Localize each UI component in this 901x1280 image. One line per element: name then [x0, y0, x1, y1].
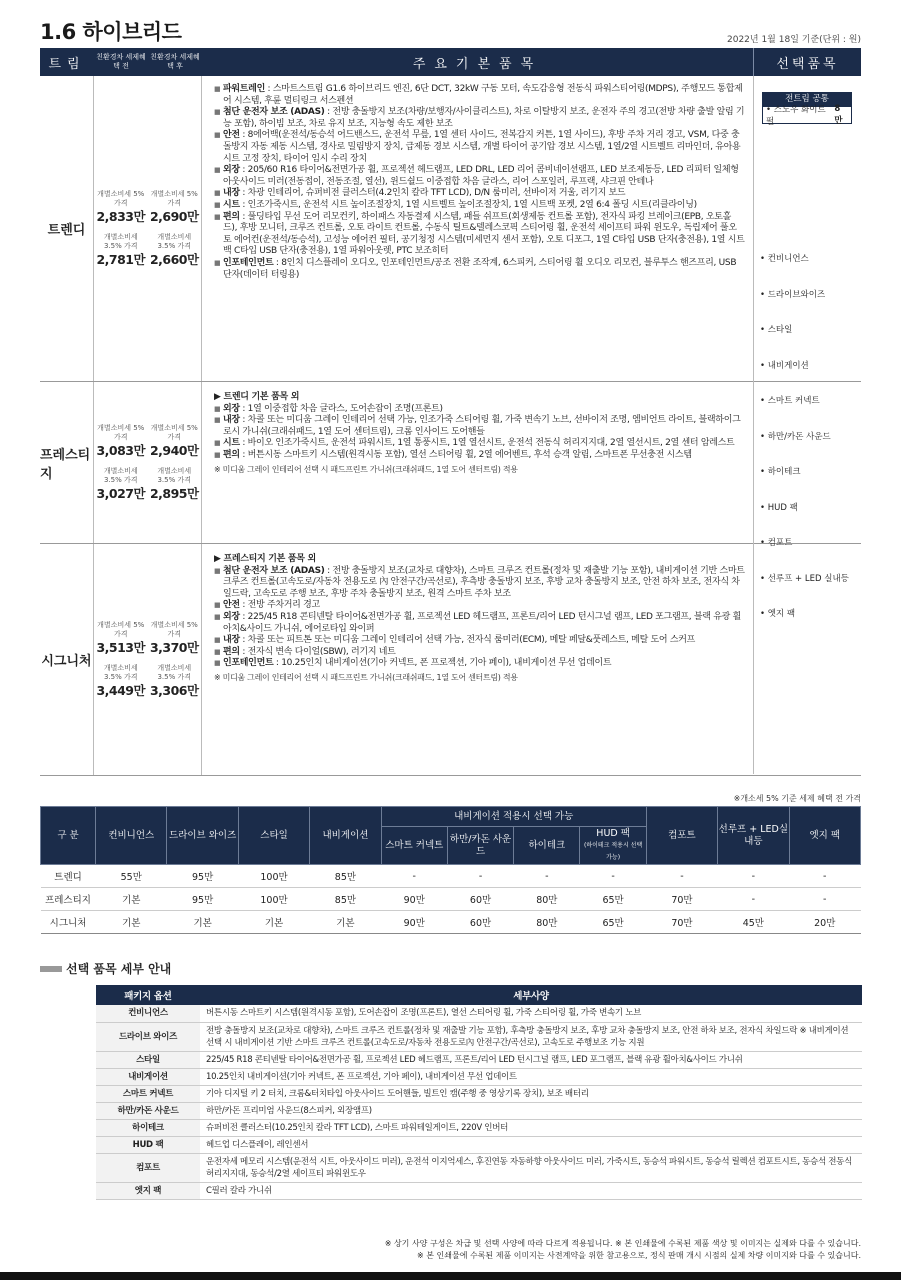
price-group: [94, 233, 201, 268]
detail-rows: [96, 1005, 862, 1199]
price-cell: -: [447, 865, 513, 888]
price-cell: 100만: [238, 865, 309, 888]
price-label: 개별소비세 3.5% 가격: [103, 663, 138, 681]
price-label: 개별소비세 5% 가격: [150, 189, 198, 207]
price-value: 3,306만: [149, 682, 199, 698]
basic-item-value: : 10.25인치 내비게이션(기아 커넥트, 폰 프로젝션, 기아 페이), 내비게이션 무선 업데이트: [273, 658, 612, 669]
price-row: [41, 911, 861, 934]
price-group: [94, 621, 201, 656]
items-note: ※ 미디움 그레이 인테리어 선택 시 패드프린트 가니쉬(크래쉬패드, 1열 도어 센터트림) 적용: [214, 464, 518, 474]
detail-row: [96, 1153, 862, 1182]
detail-row: [96, 1085, 862, 1102]
price-col: [148, 467, 202, 502]
detail-row: [96, 1051, 862, 1068]
basic-item-value: : 전방 주차거리 경고: [239, 600, 320, 611]
price-cell: 85만: [310, 888, 381, 911]
th-drivewise: 드라이브 와이즈: [167, 807, 238, 865]
basic-item-text: [223, 450, 692, 462]
option-item: • 내비게이션: [760, 360, 809, 371]
basic-item-key: 편의: [223, 211, 240, 222]
price-value: 3,449만: [96, 682, 146, 698]
bullet-square-icon: ■: [214, 212, 221, 221]
price-cell: 45만: [718, 911, 789, 934]
basic-item-key: 외장: [223, 403, 240, 414]
header-trim: 트림: [48, 56, 86, 72]
footnotes: [385, 1238, 861, 1262]
th-hud: [580, 827, 646, 865]
price-value: 3,083만: [96, 442, 146, 458]
detail-row: [96, 1022, 862, 1051]
price-cell: -: [789, 865, 860, 888]
th-hud-sub: (하이테크 적용시 선택 가능): [583, 841, 643, 861]
trim-prices: [94, 544, 202, 775]
price-cell: 기본: [167, 911, 238, 934]
basic-item-value: : 8인치 디스플레이 오디오, 인포테인먼트/공조 전환 조작계, 6스피커, 스티어링 휠 오디오 리모컨, 블루투스 핸즈프리, USB 단자(데이터 터링용): [223, 257, 737, 280]
price-cell: 기본: [310, 911, 381, 934]
basic-item-value: : 차광 인테리어, 슈퍼비전 클러스터(4.2인치 칼라 TFT LCD), D/N 룸미러, 선바이저 거울, 러기지 보드: [239, 188, 626, 199]
bullet-square-icon: ■: [214, 166, 221, 175]
footnote-1: ※ 상기 사양 구성은 차급 및 선택 사양에 따라 다르게 적용됩니다. ※ 본 인쇄물에 수록된 제품 색상 및 이미지는 실제와 다를 수 있습니다.: [384, 1239, 861, 1248]
option-item: • 엣지 팩: [760, 609, 796, 619]
basic-item-text: [223, 635, 695, 647]
basic-item-text: [223, 566, 745, 601]
options-column: [753, 76, 861, 774]
price-cell: -: [718, 888, 789, 911]
detail-package: 드라이브 와이즈: [96, 1022, 200, 1051]
price-cell: 85만: [310, 865, 381, 888]
price-label: 개별소비세 3.5% 가격: [157, 232, 192, 250]
detail-spec: 슈퍼비전 클러스터(10.25인치 칼라 TFT LCD), 스마트 파워테일게이트, 220V 인버터: [200, 1119, 862, 1136]
option-item: • 선루프 + LED 실내등: [760, 573, 849, 584]
detail-package: 스마트 커넥트: [96, 1085, 200, 1102]
bullet-square-icon: ■: [214, 647, 221, 656]
th-harman: 하만/카돈 사운드: [447, 827, 513, 865]
detail-row: [96, 1068, 862, 1085]
price-col: [148, 621, 202, 656]
th-sunroof: 선루프 + LED실내등: [718, 807, 789, 865]
option-item: • 컴포트: [760, 538, 793, 548]
basic-item-key: 파워트레인: [223, 84, 265, 94]
basic-item-text: [223, 212, 745, 258]
basic-items: [202, 76, 753, 381]
option-price-table: [40, 806, 861, 934]
basic-item-key: 편의: [223, 646, 240, 657]
price-cell: 95만: [167, 888, 238, 911]
price-cell: 90만: [381, 911, 447, 934]
price-value: 2,781만: [96, 251, 146, 267]
basic-item-value: : 버튼시동 스마트키 시스템(원격시동 포함), 열선 스티어링 휠, 2열 에어벤트, 후석 승객 알림, 스마트폰 무선충전 시스템: [239, 449, 692, 460]
basic-item-value: : 225/45 R18 콘티넨탈 타이어&전면가공 휠, 프로젝션 LED 헤드램프, 프론트/리어 LED 턴시그널 램프, LED 포그램프, 블랙 유광 휠아치&사이드 가니쉬, 에어로타입 와이퍼: [223, 611, 741, 634]
trim-row: [40, 76, 861, 382]
basic-item-key: 첨단 운전자 보조 (ADAS): [223, 107, 325, 118]
detail-package: 하만/카돈 사운드: [96, 1102, 200, 1119]
price-label: 개별소비세 3.5% 가격: [103, 466, 138, 484]
th-spec: 세부사양: [200, 985, 862, 1005]
basic-item-value: : 인조가죽시트, 운전석 시트 높이조절장치, 1열 시트벨트 높이조절장치, 1열 시트백 포켓, 2열 6:4 폴딩 시트(리클라이닝): [239, 199, 697, 210]
header-price-before: 친환경차 세제혜택 전: [96, 53, 146, 70]
trim-row: [40, 382, 861, 544]
basic-item-key: 내장: [223, 188, 240, 199]
price-cell: -: [789, 888, 860, 911]
price-group: [94, 664, 201, 699]
th-edge: 엣지 팩: [789, 807, 860, 865]
price-cell: 55만: [96, 865, 167, 888]
price-group: [94, 467, 201, 502]
bullet-square-icon: ■: [214, 439, 221, 448]
price-cell: -: [381, 865, 447, 888]
option-item: • 스타일: [760, 325, 793, 335]
price-row-trim: 시그니처: [41, 911, 96, 934]
basic-item-value: : 바이오 인조가죽시트, 운전석 파워시트, 1열 통풍시트, 1열 열선시트, 운전석 전동식 허리지지대, 2열 열선시트, 2열 센터 암레스트: [239, 438, 735, 449]
bullet-square-icon: ■: [214, 450, 221, 459]
detail-package: 컨비니언스: [96, 1005, 200, 1022]
price-value: 3,370만: [149, 639, 199, 655]
price-cell: 70만: [646, 911, 717, 934]
price-label: 개별소비세 3.5% 가격: [157, 663, 192, 681]
detail-spec: 전방 충돌방지 보조(교차로 대향차), 스마트 크루즈 컨트롤(정차 및 재출발 기능 포함), 후측방 충돌방지 보조, 후방 교차 충돌방지 보조, 안전 하차 보조, 전자식 차일드락 ※ 내비게이션 선택 시 내비게이션 기반 스마트 크루즈 컨트롤(고속도로/자동차 전용도로內 안전구간/곡선로), 고속도로 주행보조 기능 지원: [200, 1022, 862, 1051]
trim-prices: [94, 382, 202, 543]
basic-item: [214, 450, 745, 462]
price-label: 개별소비세 5% 가격: [97, 423, 145, 441]
date-note: 2022년 1월 18일 기준(단위 : 원): [727, 35, 861, 45]
price-cell: 기본: [96, 888, 167, 911]
basic-item: [214, 566, 745, 601]
basic-item: [214, 165, 745, 188]
price-value: 2,660만: [149, 251, 199, 267]
th-package: 패키지 옵션: [96, 985, 200, 1005]
detail-row: [96, 1005, 862, 1022]
basic-items: [202, 544, 753, 775]
basic-item: [214, 84, 745, 107]
basic-item: [214, 404, 745, 416]
price-label: 개별소비세 5% 가격: [150, 423, 198, 441]
detail-spec: 버튼시동 스마트키 시스템(원격시동 포함), 도어손잡이 조명(프론트), 열선 스티어링 휠, 가죽 스티어링 휠, 가죽 변속기 노브: [200, 1005, 862, 1022]
basic-item-value: : 1열 이중접합 차음 글라스, 도어손잡이 조명(프론트): [239, 403, 443, 414]
basic-item: [214, 200, 745, 212]
basic-item-value: : 차콜 또는 미디움 그레이 인테리어 선택 가능, 인조가죽 스티어링 휠, 가죽 변속기 노브, 선바이저 조명, 엠비언트 라이트, 블랙하이그로시 가니쉬(크래쉬패드, 1열 도어 센터트림), 크롬 인사이드 도어핸들: [223, 415, 741, 437]
price-col: [94, 467, 148, 502]
basic-item-text: [223, 647, 396, 659]
detail-spec: 225/45 R18 콘티넨탈 타이어&전면가공 휠, 프로젝션 LED 헤드램프, 프론트/리어 LED 턴시그널 램프, LED 포그램프, 블랙 유광 휠아치&사이드 가니쉬: [200, 1051, 862, 1068]
basic-item-value: : 전방 충돌방지 보조(차량/보행자/사이클리스트), 차로 이탈방지 보조, 운전자 주의 경고(전방 차량 출발 알림 기능 포함), 하이빔 보조, 차로 유지 보조, 지능형 속도 제한 보조: [223, 107, 745, 129]
trim-prices: [94, 76, 202, 381]
bullet-square-icon: ■: [214, 404, 221, 413]
bullet-square-icon: ■: [214, 566, 221, 575]
basic-item-text: [223, 165, 745, 188]
price-group: [94, 424, 201, 459]
detail-package: 하이테크: [96, 1119, 200, 1136]
price-col: [94, 424, 148, 459]
detail-package: 엣지 팩: [96, 1182, 200, 1199]
basic-item-key: 안전: [223, 600, 240, 611]
basic-item-text: [223, 258, 745, 281]
price-label: 개별소비세 3.5% 가격: [157, 466, 192, 484]
price-col: [94, 190, 148, 225]
section-title: 선택 품목 세부 안내: [66, 962, 172, 976]
option-item: • 드라이브와이즈: [760, 289, 826, 300]
detail-spec: 운전자세 메모리 시스템(운전석 시트, 아웃사이드 미러), 운전석 이지억세스, 후진연동 자동하향 아웃사이드 미러, 가죽시트, 동승석 파워시트, 동승석 릴렉션 컴포트시트, 동승석 전동식 허리지지대, 동승석/2열 세이프티 파워윈도우: [200, 1153, 862, 1182]
basic-item-text: [223, 200, 697, 212]
option-item: • 컨비니언스: [760, 254, 809, 264]
spec-table: [40, 48, 861, 776]
price-value: 3,513만: [96, 639, 146, 655]
common-option-item: [762, 104, 852, 127]
detail-spec: 헤드업 디스플레이, 레인센서: [200, 1136, 862, 1153]
option-price-rows: [41, 865, 861, 934]
header-price-after: 친환경차 세제혜택 후: [150, 53, 200, 70]
bullet-square-icon: ■: [214, 189, 221, 198]
trim-name: 프레스티지: [40, 382, 94, 543]
detail-row: [96, 1119, 862, 1136]
basic-item-text: [223, 415, 745, 438]
detail-package: 내비게이션: [96, 1068, 200, 1085]
detail-row: [96, 1102, 862, 1119]
basic-item-value: : 풀딩타입 무선 도어 리모컨키, 하이패스 자동결제 시스템, 패들 쉬프트(회생제동 컨트롤 포함), 전자식 파킹 브레이크(EPB, 오토홀드), 후방 모니터, 크루즈 컨트롤, 오토 라이트 컨트롤, 수동식 틸트&텔레스코픽 스티어링 휠, 운전석 세이프티 파워 윈도우, 독립제어 풀오토 에어컨(운전석/동승석), 고성능 에어컨 필터, 공기청정 시스템(미세먼지 센서 포함), 오토 디포그, 1열 C타입 USB 단자(충전용), 1열 시트백 C타입 USB 단자(충전용), 1열 파워아웃렛, PTC 보조히터: [223, 211, 745, 257]
trim-name: 트렌디: [40, 76, 94, 381]
price-col: [148, 664, 202, 699]
basic-item: [214, 658, 745, 670]
spec-table-header: [40, 48, 861, 76]
price-cell: 기본: [238, 911, 309, 934]
bullet-square-icon: ■: [214, 258, 221, 267]
th-hud-label: HUD 팩: [596, 827, 630, 839]
price-col: [148, 190, 202, 225]
price-cell: 기본: [96, 911, 167, 934]
items-heading: ▶ 트렌디 기본 품목 외: [214, 392, 300, 402]
bullet-square-icon: ■: [214, 131, 221, 140]
basic-item: [214, 415, 745, 438]
common-option-price: 8만: [834, 104, 843, 126]
price-col: [148, 233, 202, 268]
detail-package: HUD 팩: [96, 1136, 200, 1153]
basic-item-key: 편의: [223, 449, 240, 460]
price-label: 개별소비세 5% 가격: [150, 620, 198, 638]
price-cell: 60만: [447, 911, 513, 934]
basic-item-text: [223, 130, 745, 165]
basic-item-value: : 전방 충돌방지 보조(교차로 대향차), 스마트 크루즈 컨트롤(정차 및 재출발 기능 포함), 내비게이션 기반 스마트 크루즈 컨트롤(고속도로/자동차 전용도로 內 안전구간/곡선로), 후측방 충돌방지 보조, 후방 교차 충돌방지 보조, 안전 하차 보조, 전자식 차일드락, 고속도로 주행 보조, 후방 주차 충돌방지 보조, 원격 스마트 주차 보조: [223, 565, 745, 599]
basic-item-text: [223, 107, 745, 130]
basic-item-text: [223, 188, 625, 200]
basic-item: [214, 438, 745, 450]
bullet-square-icon: ■: [214, 659, 221, 668]
option-item: • 스마트 커넥트: [760, 396, 820, 406]
page-title: 1.6 하이브리드: [40, 20, 182, 44]
detail-spec: C필러 칼라 가니쉬: [200, 1182, 862, 1199]
price-cell: 65만: [580, 911, 646, 934]
bullet-square-icon: ■: [214, 612, 221, 621]
price-row-trim: 트렌디: [41, 865, 96, 888]
basic-item: [214, 600, 745, 612]
detail-spec: 10.25인치 내비게이션(기아 커넥트, 폰 프로젝션, 기아 페이), 내비게이션 무선 업데이트: [200, 1068, 862, 1085]
section-marker: [40, 966, 62, 972]
trim-rows: [40, 76, 861, 776]
basic-item: [214, 212, 745, 258]
price-value: 2,895만: [149, 485, 199, 501]
th-smart-connect: 스마트 커넥트: [381, 827, 447, 865]
price-cell: -: [580, 865, 646, 888]
basic-item-text: [223, 600, 320, 612]
price-value: 2,940만: [149, 442, 199, 458]
option-list: [760, 252, 849, 643]
th-division: 구 분: [41, 807, 96, 865]
basic-item-key: 인포테인먼트: [223, 658, 274, 669]
bullet-square-icon: ■: [214, 636, 221, 645]
price-cell: 20만: [789, 911, 860, 934]
common-option-box: [762, 92, 852, 127]
price-value: 3,027만: [96, 485, 146, 501]
price-value: 2,690만: [149, 208, 199, 224]
price-group: [94, 190, 201, 225]
th-hitech: 하이테크: [514, 827, 580, 865]
bullet-square-icon: ■: [214, 108, 221, 117]
basic-items: [202, 382, 753, 543]
detail-package: 스타일: [96, 1051, 200, 1068]
price-cell: 60만: [447, 888, 513, 911]
price-label: 개별소비세 3.5% 가격: [103, 232, 138, 250]
price-cell: -: [514, 865, 580, 888]
price-col: [94, 664, 148, 699]
price-label: 개별소비세 5% 가격: [97, 189, 145, 207]
basic-item-value: : 205/60 R16 타이어&전면가공 휠, 프로젝션 헤드램프, LED DRL, LED 리어 콤비네이션램프, LED 보조제동등, LED 리피터 일체형 아웃사이드 미러(전동접이, 전동조절, 열선), 윈드쉴드 이중접합 차음 글라스, 리어 스포일러, 루프랙, 샤크핀 안테나: [223, 165, 739, 187]
price-row: [41, 865, 861, 888]
basic-item-value: : 8에어백(운전석/동승석 어드밴스드, 운전석 무릎, 1열 센터 사이드, 전복감지 커튼, 1열 사이드), 후방 주차 거리 경고, VSM, 다중 충돌방지 자동 제동 시스템, 경사로 밀림방지 장치, 급제동 경보 시스템, 개별 타이어 공기압 경보 시스템, 1열/2열 시트벨트 리마인더, 유아용 시트 고정 장치, 타이어 임시 수리 장치: [223, 130, 741, 164]
price-cell: 90만: [381, 888, 447, 911]
option-item: • HUD 팩: [760, 502, 798, 513]
detail-spec: 기아 디지털 키 2 터치, 크롬&터치타입 아웃사이드 도어핸들, 빌트인 캠(주행 중 영상기록 장치), 보조 배터리: [200, 1085, 862, 1102]
detail-spec: 하만/카돈 프리미엄 사운드(8스피커, 외장앰프): [200, 1102, 862, 1119]
price-cell: 100만: [238, 888, 309, 911]
basic-item-key: 인포테인먼트: [223, 257, 274, 268]
basic-item-text: [223, 658, 611, 670]
detail-row: [96, 1182, 862, 1199]
th-nav-group: 내비게이션 적용시 선택 가능: [381, 807, 646, 827]
items-note: ※ 미디움 그레이 인테리어 선택 시 패드프린트 가니쉬(크래쉬패드, 1열 도어 센터트림) 적용: [214, 672, 518, 682]
basic-item: [214, 258, 745, 281]
items-heading: ▶ 프레스티지 기본 품목 외: [214, 554, 316, 564]
price-value: 2,833만: [96, 208, 146, 224]
price-cell: 95만: [167, 865, 238, 888]
price-cell: 70만: [646, 888, 717, 911]
basic-item-key: 시트: [223, 199, 240, 210]
basic-item-key: 내장: [223, 635, 240, 646]
detail-table: [96, 985, 862, 1200]
option-item: • 하이테크: [760, 467, 801, 477]
price-col: [94, 233, 148, 268]
basic-item-value: : 전자식 변속 다이얼(SBW), 러기지 네트: [239, 646, 396, 657]
th-navigation: 내비게이션: [310, 807, 381, 865]
basic-item-value: : 차콜 또는 피트톤 또는 미디움 그레이 인테리어 선택 가능, 전자식 룸미러(ECM), 메탈 페달&풋레스트, 메탈 도어 스커프: [239, 635, 696, 646]
bullet-square-icon: ■: [214, 601, 221, 610]
detail-row: [96, 1136, 862, 1153]
price-label: 개별소비세 5% 가격: [97, 620, 145, 638]
basic-item: [214, 188, 745, 200]
basic-item-value: : 스마트스트림 G1.6 하이브리드 엔진, 6단 DCT, 32kW 구동 모터, 속도감응형 전동식 파워스티어링(MDPS), 주행모드 통합제어 시스템, 후륜 멀티링크 서스펜션: [223, 84, 743, 106]
basic-item-key: 외장: [223, 165, 240, 176]
basic-item-key: 내장: [223, 415, 240, 426]
th-comfort: 컴포트: [646, 807, 717, 865]
bullet-square-icon: ■: [214, 85, 221, 93]
price-cell: -: [718, 865, 789, 888]
trim-row: [40, 544, 861, 776]
option-item: • 하만/카돈 사운드: [760, 431, 831, 442]
bottom-bar: [0, 1272, 901, 1280]
detail-package: 컴포트: [96, 1153, 200, 1182]
price-col: [148, 424, 202, 459]
bullet-square-icon: ■: [214, 200, 221, 209]
vat-note: ※개소세 5% 기준 세제 혜택 전 가격: [733, 794, 861, 803]
trim-name: 시그니처: [40, 544, 94, 775]
price-row-trim: 프레스티지: [41, 888, 96, 911]
price-row: [41, 888, 861, 911]
header-basic-items: 주요기본품목: [412, 56, 543, 72]
basic-item-key: 첨단 운전자 보조 (ADAS): [223, 565, 325, 576]
basic-item-text: [223, 612, 745, 635]
basic-item-text: [223, 438, 734, 450]
basic-item-key: 안전: [223, 130, 240, 141]
basic-item: [214, 647, 745, 659]
th-style: 스타일: [238, 807, 309, 865]
basic-item-key: 시트: [223, 438, 240, 449]
price-cell: 80만: [514, 888, 580, 911]
basic-item-key: 외장: [223, 611, 240, 622]
price-cell: 80만: [514, 911, 580, 934]
bullet-square-icon: ■: [214, 416, 221, 425]
footnote-2: ※ 본 인쇄물에 수록된 제품 이미지는 사전계약을 위한 참고용으로, 정식 판매 개시 시점의 실제 차량 이미지와 다를 수 있습니다.: [417, 1251, 861, 1260]
header-options: 선택품목: [753, 48, 861, 76]
common-option-label: 전트림 공통: [762, 92, 852, 106]
th-convenience: 컨비니언스: [96, 807, 167, 865]
basic-item: [214, 130, 745, 165]
basic-item: [214, 612, 745, 635]
price-cell: 65만: [580, 888, 646, 911]
common-option-name: • 스노우 화이트 펄: [766, 105, 826, 127]
price-cell: -: [646, 865, 717, 888]
basic-item: [214, 635, 745, 647]
price-col: [94, 621, 148, 656]
basic-item: [214, 107, 745, 130]
basic-item-text: [223, 84, 745, 107]
basic-item-text: [223, 404, 443, 416]
